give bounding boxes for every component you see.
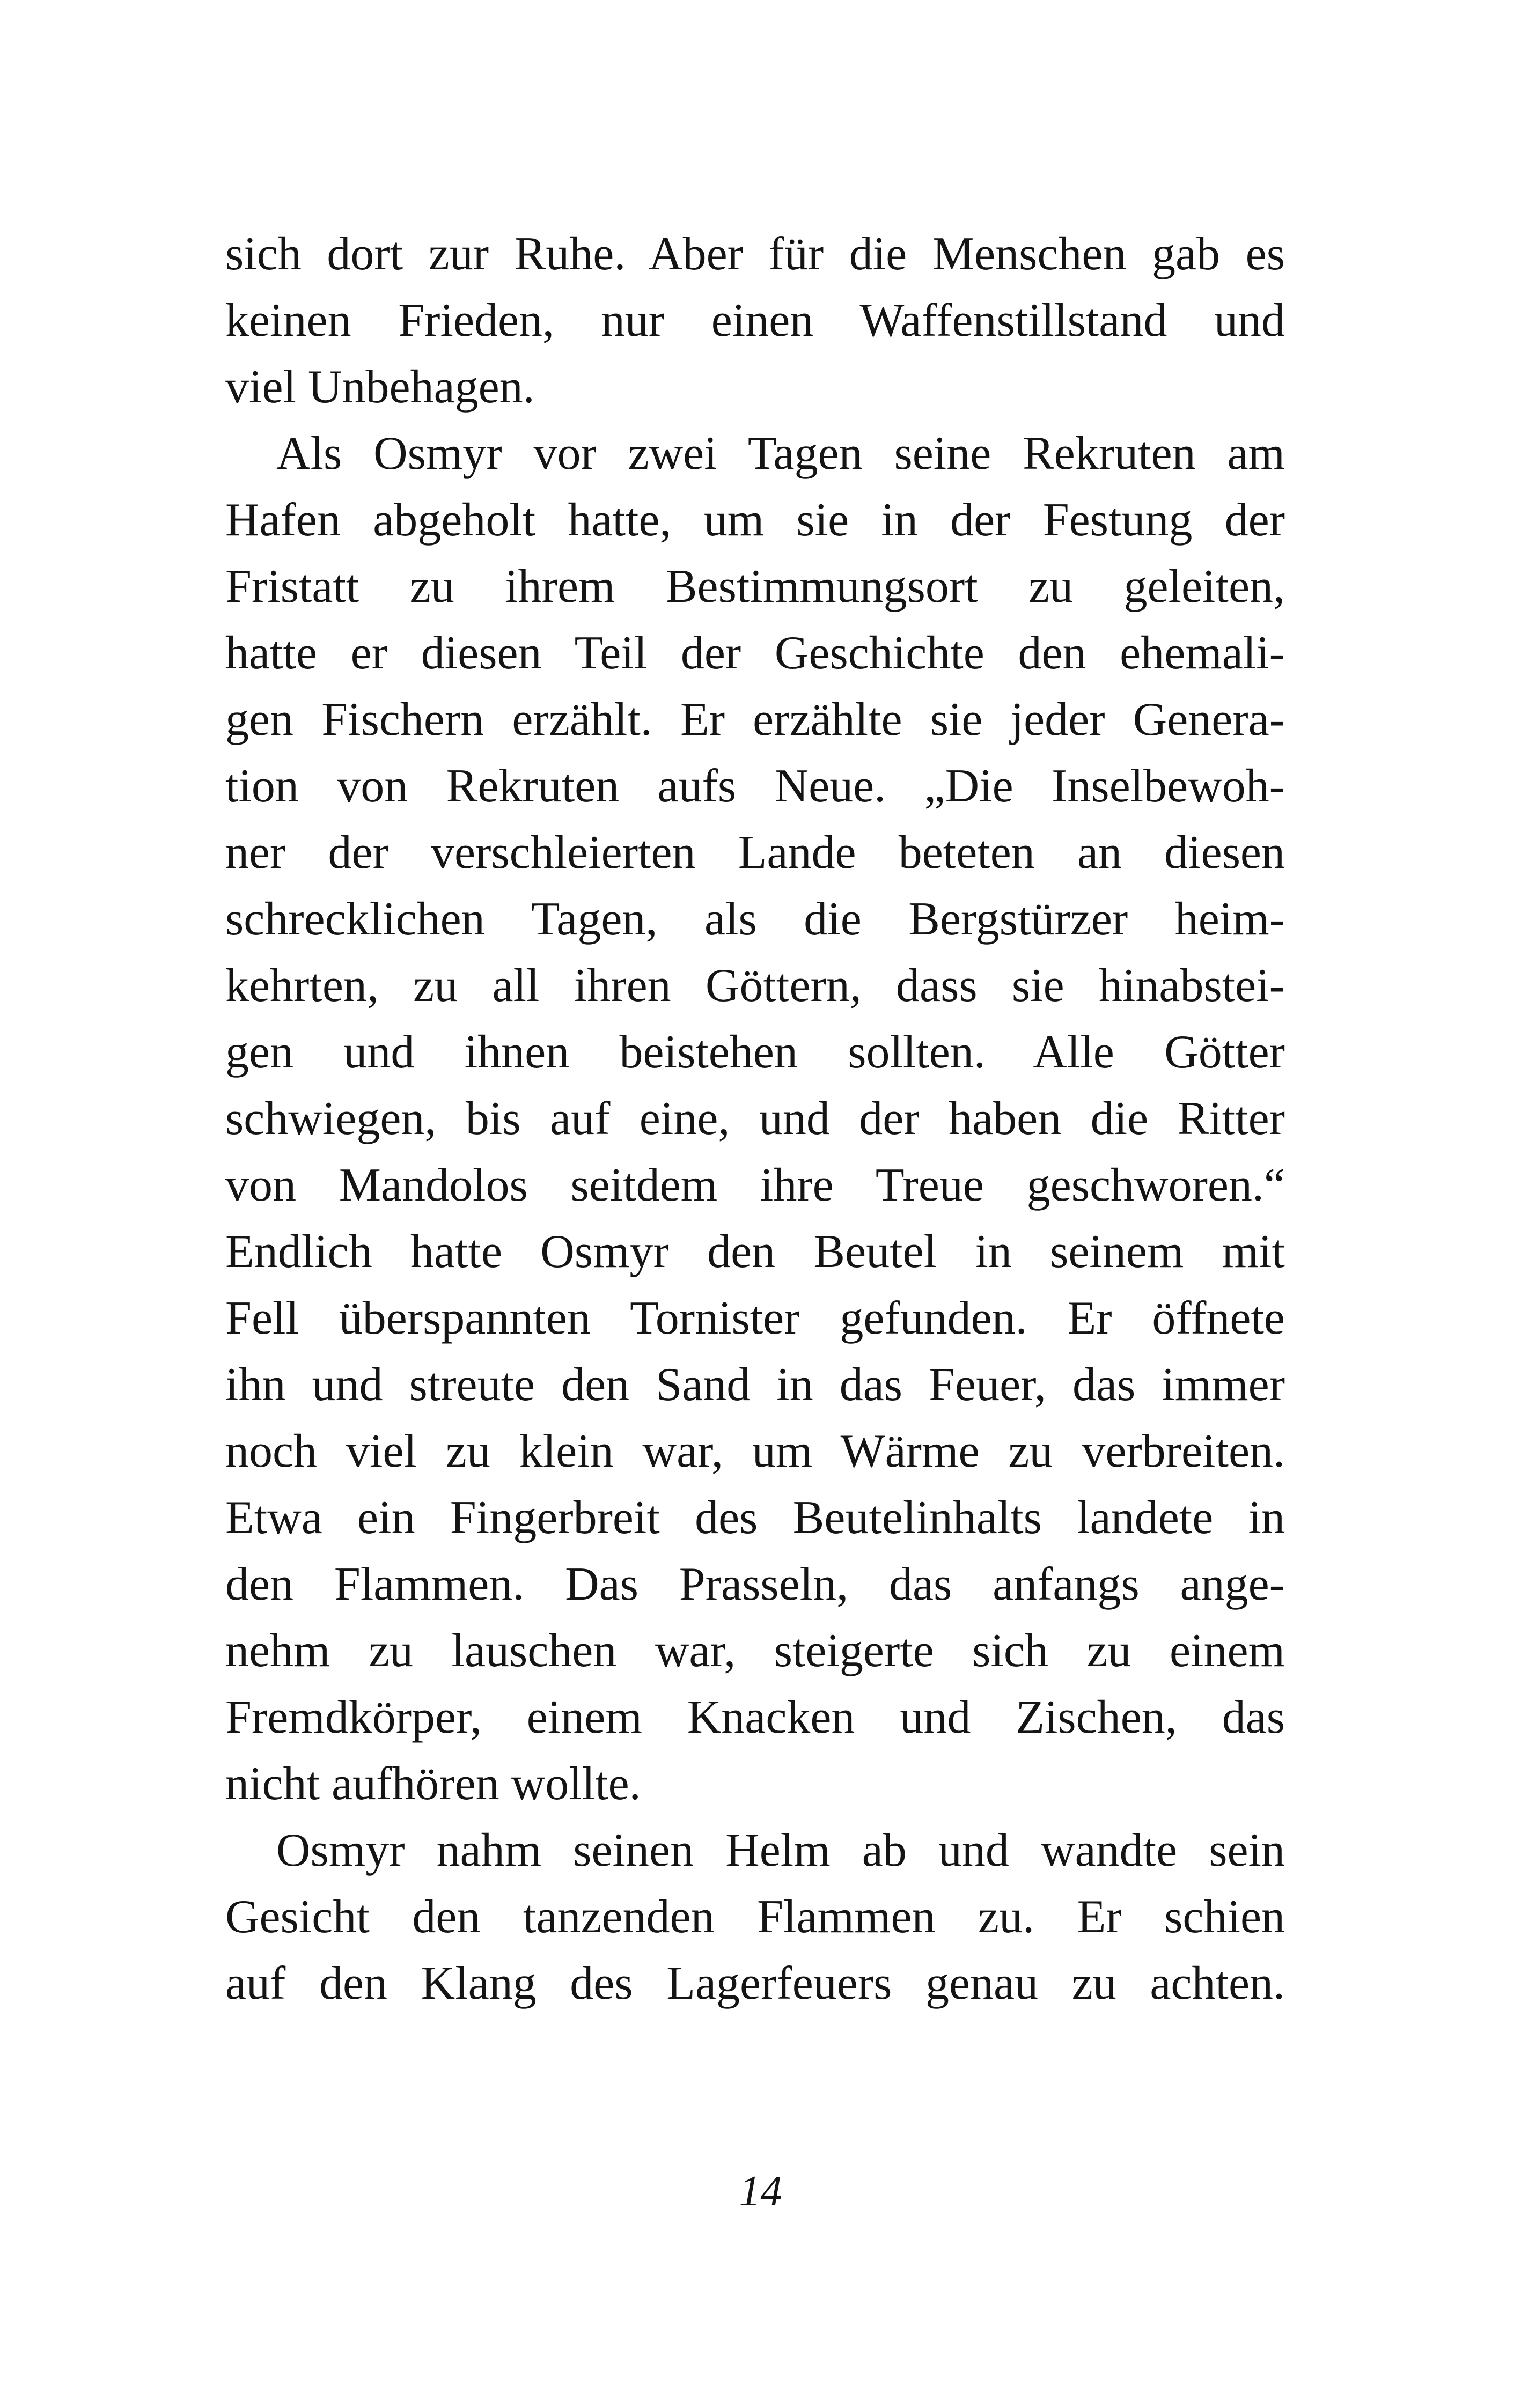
text-line: ner der verschleierten Lande beteten an diesen [225, 827, 1285, 879]
text-line: keinen Frieden, nur einen Waffenstillstand und [225, 294, 1285, 347]
text-line: den Flammen. Das Prasseln, das anfangs ange- [225, 1558, 1285, 1610]
text-line: ihn und streute den Sand in das Feuer, das immer [225, 1359, 1285, 1411]
text-line: nicht aufhören wollte. [225, 1758, 641, 1810]
text-line: gen und ihnen beistehen sollten. Alle Götter [225, 1026, 1285, 1078]
text-line: Etwa ein Fingerbreit des Beutelinhalts landete in [225, 1492, 1285, 1544]
text-line: Endlich hatte Osmyr den Beutel in seinem mit [225, 1226, 1285, 1278]
text-line: Als Osmyr vor zwei Tagen seine Rekruten am [276, 428, 1285, 480]
text-line: Hafen abgeholt hatte, um sie in der Festung der [225, 494, 1285, 546]
text-line: auf den Klang des Lagerfeuers genau zu achten. [225, 1957, 1285, 2009]
text-line: Fremdkörper, einem Knacken und Zischen, das [225, 1691, 1285, 1743]
text-line: Osmyr nahm seinen Helm ab und wandte sein [276, 1824, 1285, 1876]
text-line: tion von Rekruten aufs Neue. „Die Inselbewoh- [225, 760, 1285, 812]
text-line: gen Fischern erzählt. Er erzählte sie jeder Genera- [225, 694, 1285, 746]
page-number: 14 [739, 2168, 782, 2215]
text-line: Gesicht den tanzenden Flammen zu. Er schien [225, 1891, 1285, 1943]
text-line: Fristatt zu ihrem Bestimmungsort zu geleiten, [225, 561, 1285, 613]
text-line: hatte er diesen Teil der Geschichte den ehemali- [225, 627, 1285, 679]
text-line: viel Unbehagen. [225, 361, 535, 413]
text-line: kehrten, zu all ihren Göttern, dass sie hinabstei- [225, 960, 1285, 1012]
text-line: von Mandolos seitdem ihre Treue geschworen.“ [225, 1159, 1285, 1211]
text-line: schwiegen, bis auf eine, und der haben die Ritter [225, 1093, 1285, 1145]
text-line: nehm zu lauschen war, steigerte sich zu einem [225, 1625, 1285, 1677]
text-line: noch viel zu klein war, um Wärme zu verbreiten. [225, 1425, 1285, 1477]
text-line: schrecklichen Tagen, als die Bergstürzer heim- [225, 893, 1285, 945]
text-line: Fell überspannten Tornister gefunden. Er öffnete [225, 1292, 1285, 1344]
body-text [225, 221, 1285, 2017]
text-line: sich dort zur Ruhe. Aber für die Menschen gab es [225, 228, 1285, 280]
